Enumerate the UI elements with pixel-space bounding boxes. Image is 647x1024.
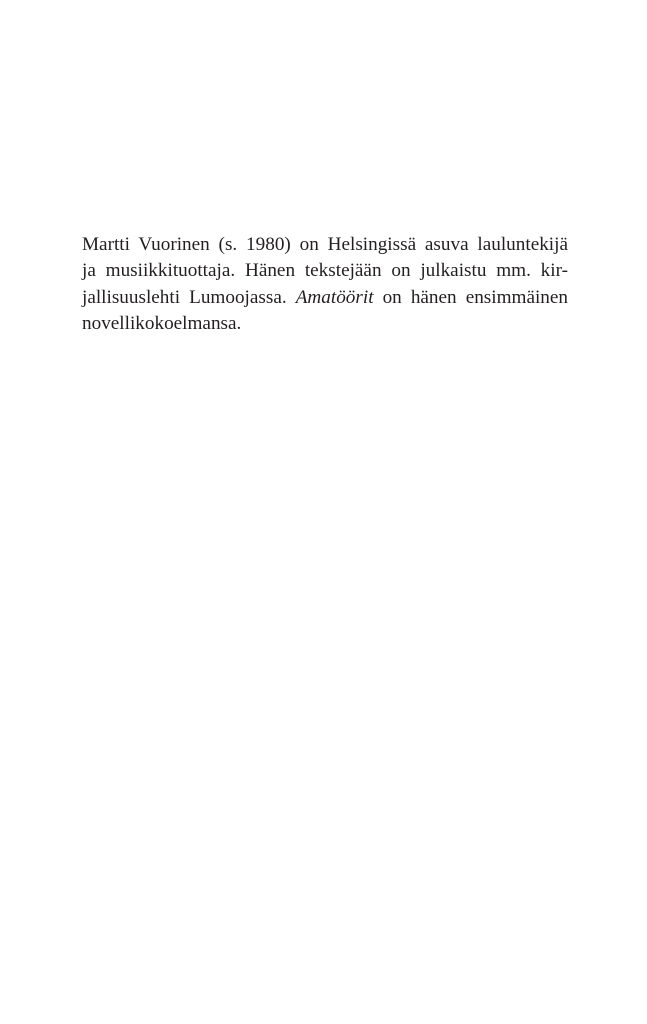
book-title: Amatöörit: [295, 286, 374, 308]
author-bio-paragraph: [82, 232, 568, 337]
bio-line-3: [82, 285, 568, 311]
bio-line-2: ja musiikkituottaja. Hänen tekstejään on julkaistu mm. kir-: [82, 260, 568, 282]
bio-line-1: Martti Vuorinen (s. 1980) on Helsingissä asuva lauluntekijä: [82, 234, 568, 255]
bio-line-4: novellikokoelmansa.: [82, 312, 242, 334]
bio-line-3-before: jallisuuslehti Lumoojassa.: [82, 286, 296, 308]
bio-line-3-after: on hänen ensimmäinen: [373, 286, 569, 308]
